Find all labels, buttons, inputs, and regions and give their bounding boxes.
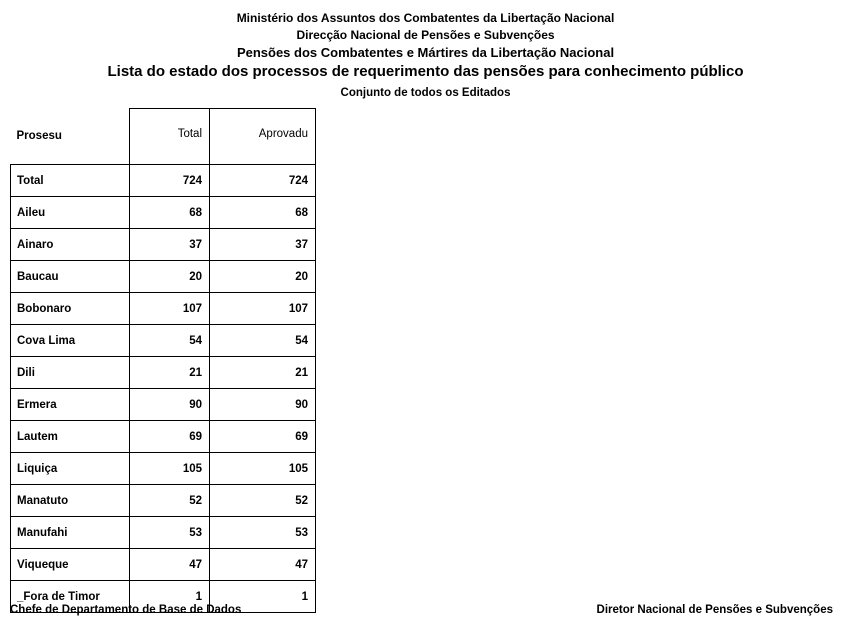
column-header-aprovadu: Aprovadu bbox=[210, 109, 316, 165]
row-label: Cova Lima bbox=[11, 325, 130, 357]
report-title: Lista do estado dos processos de requerimento das pensões para conhecimento público bbox=[107, 63, 744, 80]
row-aprovadu: 68 bbox=[210, 197, 316, 229]
row-label: Bobonaro bbox=[11, 293, 130, 325]
table-row bbox=[11, 261, 316, 293]
table-row bbox=[11, 293, 316, 325]
row-label: Total bbox=[11, 165, 130, 197]
row-aprovadu: 52 bbox=[210, 485, 316, 517]
row-total: 69 bbox=[130, 421, 210, 453]
row-label: Liquiça bbox=[11, 453, 130, 485]
row-aprovadu: 53 bbox=[210, 517, 316, 549]
row-aprovadu: 69 bbox=[210, 421, 316, 453]
row-label: Lautem bbox=[11, 421, 130, 453]
row-label: Manatuto bbox=[11, 485, 130, 517]
table-head bbox=[11, 109, 316, 165]
row-aprovadu: 21 bbox=[210, 357, 316, 389]
footer-signature-right: Diretor Nacional de Pensões e Subvenções bbox=[596, 604, 833, 616]
report-table bbox=[10, 108, 316, 613]
report-subtitle: Conjunto de todos os Editados bbox=[340, 87, 511, 99]
table-row bbox=[11, 389, 316, 421]
table-row bbox=[11, 517, 316, 549]
row-total: 724 bbox=[130, 165, 210, 197]
row-total: 37 bbox=[130, 229, 210, 261]
report-table-container bbox=[10, 108, 315, 613]
row-label: Ermera bbox=[11, 389, 130, 421]
row-total: 53 bbox=[130, 517, 210, 549]
table-row bbox=[11, 549, 316, 581]
ministry-title: Ministério dos Assuntos dos Combatentes da Libertação Nacional bbox=[236, 11, 615, 25]
row-total: 52 bbox=[130, 485, 210, 517]
column-header-total: Total bbox=[130, 109, 210, 165]
table-header-row bbox=[11, 109, 316, 165]
row-label: Manufahi bbox=[11, 517, 130, 549]
row-aprovadu: 105 bbox=[210, 453, 316, 485]
row-label: Aileu bbox=[11, 197, 130, 229]
row-total: 21 bbox=[130, 357, 210, 389]
table-row bbox=[11, 453, 316, 485]
report-header bbox=[0, 0, 851, 102]
row-total: 47 bbox=[130, 549, 210, 581]
report-footer bbox=[0, 604, 851, 628]
row-label: _Fora de Timor bbox=[11, 581, 130, 613]
row-total: 90 bbox=[130, 389, 210, 421]
row-aprovadu: 37 bbox=[210, 229, 316, 261]
program-title: Pensões dos Combatentes e Mártires da Libertação Nacional bbox=[236, 45, 615, 60]
table-row bbox=[11, 357, 316, 389]
row-aprovadu: 47 bbox=[210, 549, 316, 581]
table-title: Prosesu bbox=[16, 130, 62, 143]
row-total: 105 bbox=[130, 453, 210, 485]
row-total: 68 bbox=[130, 197, 210, 229]
row-total: 20 bbox=[130, 261, 210, 293]
table-row bbox=[11, 197, 316, 229]
row-total: 54 bbox=[130, 325, 210, 357]
row-label: Viqueque bbox=[11, 549, 130, 581]
row-total: 1 bbox=[130, 581, 210, 613]
row-aprovadu: 724 bbox=[210, 165, 316, 197]
table-body bbox=[11, 165, 316, 613]
row-aprovadu: 20 bbox=[210, 261, 316, 293]
row-total: 107 bbox=[130, 293, 210, 325]
table-row bbox=[11, 485, 316, 517]
row-label: Ainaro bbox=[11, 229, 130, 261]
row-label: Dili bbox=[11, 357, 130, 389]
directorate-title: Direcção Nacional de Pensões e Subvenções bbox=[296, 28, 555, 42]
table-row bbox=[11, 421, 316, 453]
row-aprovadu: 90 bbox=[210, 389, 316, 421]
table-row bbox=[11, 229, 316, 261]
row-aprovadu: 1 bbox=[210, 581, 316, 613]
row-aprovadu: 107 bbox=[210, 293, 316, 325]
table-row bbox=[11, 325, 316, 357]
row-aprovadu: 54 bbox=[210, 325, 316, 357]
table-row bbox=[11, 165, 316, 197]
footer-signature-left: Chefe de Departamento de Base de Dados bbox=[10, 604, 242, 616]
row-label: Baucau bbox=[11, 261, 130, 293]
